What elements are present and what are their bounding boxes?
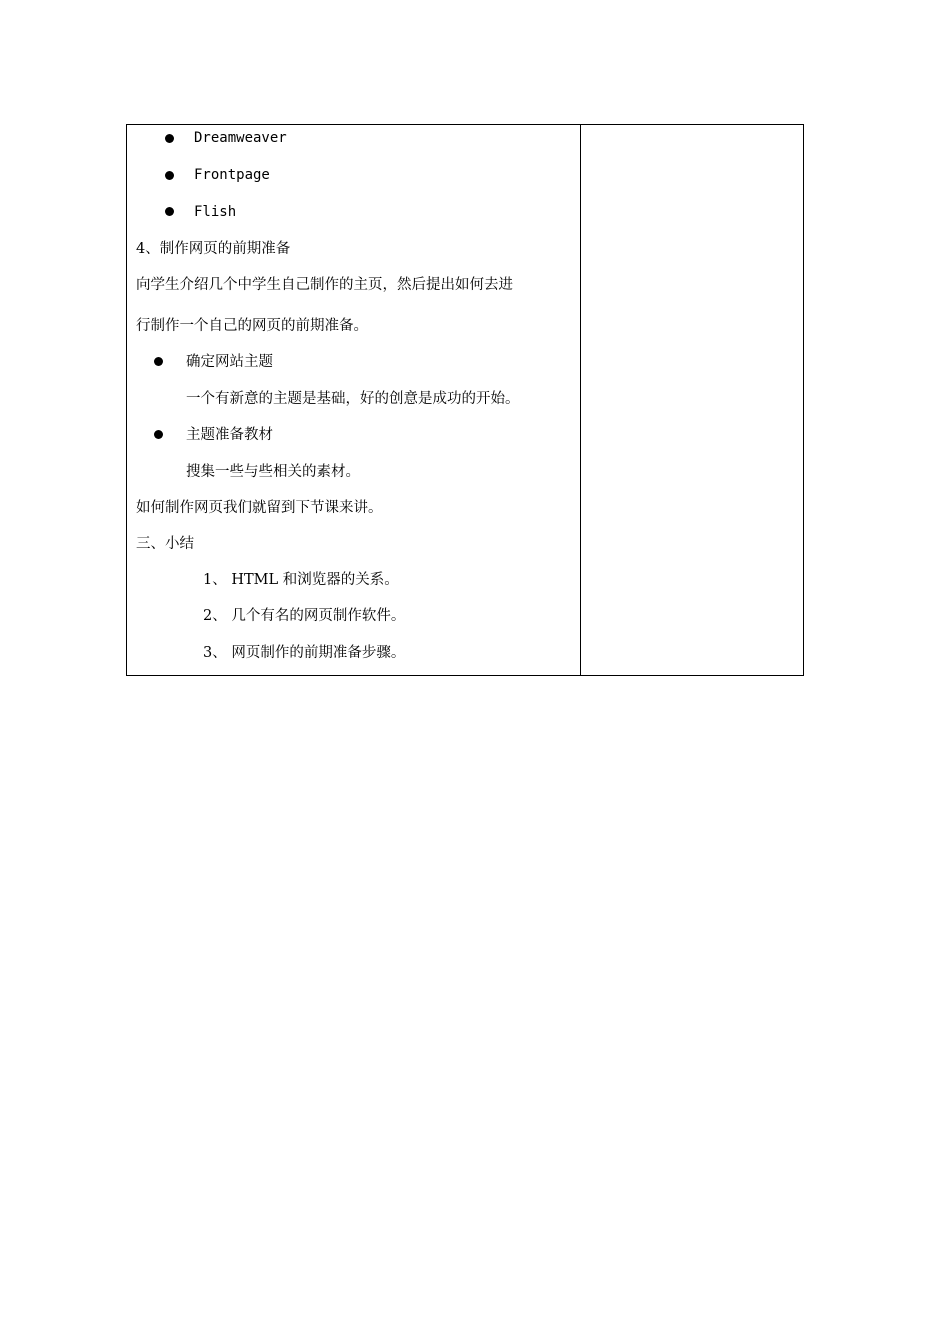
- paragraph-line: 行制作一个自己的网页的前期准备。: [136, 318, 368, 334]
- software-item: Flish: [194, 204, 237, 220]
- summary-item: 1、 HTML 和浏览器的关系。: [203, 572, 399, 588]
- bullet-title: 确定网站主题: [186, 354, 273, 370]
- bullet-icon: [165, 207, 174, 216]
- column-divider: [580, 125, 581, 675]
- bullet-icon: [165, 134, 174, 143]
- lesson-table: [126, 124, 804, 676]
- section-heading: 4、制作网页的前期准备: [136, 241, 291, 257]
- bullet-text: 搜集一些与些相关的素材。: [186, 464, 360, 480]
- bullet-icon: [165, 171, 174, 180]
- bullet-icon: [154, 357, 163, 366]
- software-item: Frontpage: [194, 167, 270, 183]
- bullet-icon: [154, 430, 163, 439]
- summary-item: 3、 网页制作的前期准备步骤。: [203, 645, 406, 661]
- bullet-title: 主题准备教材: [186, 427, 273, 443]
- paragraph-line: 向学生介绍几个中学生自己制作的主页，然后提出如何去进: [136, 277, 513, 293]
- paragraph-line: 如何制作网页我们就留到下节课来讲。: [136, 500, 383, 516]
- bullet-text: 一个有新意的主题是基础，好的创意是成功的开始。: [186, 391, 520, 407]
- summary-heading: 三、小结: [136, 536, 194, 552]
- software-item: Dreamweaver: [194, 130, 287, 146]
- summary-item: 2、 几个有名的网页制作软件。: [203, 608, 406, 624]
